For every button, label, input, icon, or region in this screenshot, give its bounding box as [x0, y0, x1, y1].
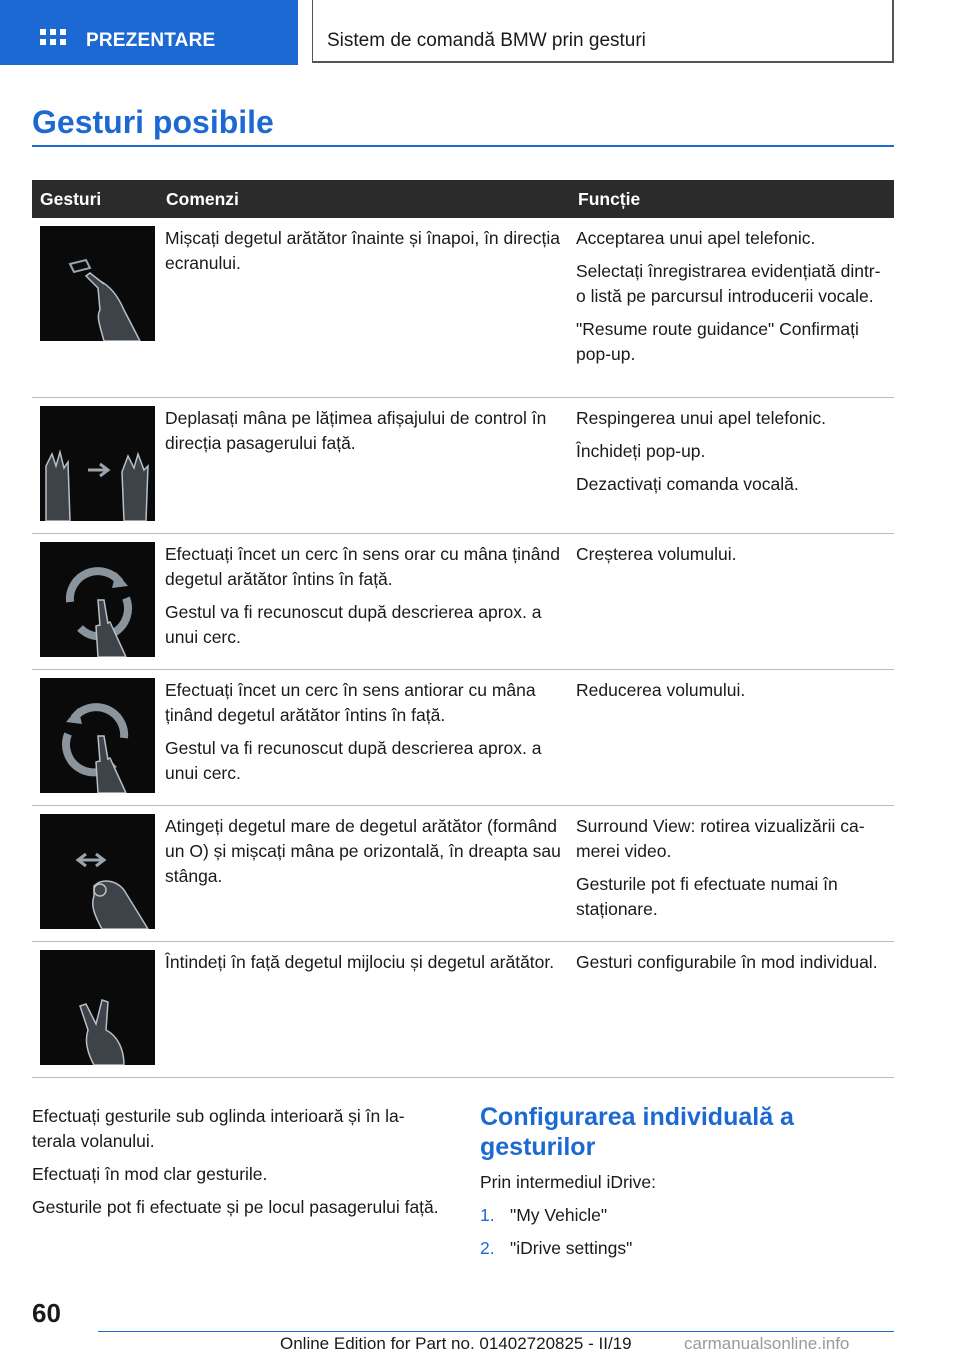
table-row	[32, 533, 894, 669]
note-text: Efectuați în mod clar gesturile.	[32, 1164, 268, 1184]
function-text: Închideți pop-up.	[576, 440, 706, 461]
function-text: "Resume route guidance" Confirmați pop-up.	[576, 319, 859, 364]
section-tab[interactable]	[0, 0, 298, 65]
command-text: Efectuați încet un cerc în sens orar cu mâna ținând degetul arătător întins în față.	[165, 543, 560, 589]
command-text: Gestul va fi recunoscut după descrierea aprox. a unui cerc.	[165, 737, 542, 783]
table-row	[32, 805, 894, 941]
command-text: Mișcați degetul arătător înainte și înapoi, în direcția ecranului.	[165, 228, 560, 273]
steps-list	[480, 1203, 894, 1261]
title-divider	[32, 145, 894, 147]
gestures-table	[32, 180, 894, 1078]
column-header: Gesturi	[32, 180, 158, 218]
watermark: carmanualsonline.info	[684, 1334, 850, 1353]
grid-menu-icon	[40, 29, 66, 51]
circle-clockwise-icon	[40, 542, 155, 657]
function-text: Acceptarea unui apel telefonic.	[576, 228, 816, 248]
table-row	[32, 397, 894, 533]
chapter-title: Sistem de comandă BMW prin gesturi	[327, 30, 646, 51]
step-text: "iDrive settings"	[510, 1238, 633, 1258]
config-section	[480, 1102, 894, 1269]
command-text: Efectuați încet un cerc în sens antiorar cu mâna ținând degetul arătător întins în față.	[165, 679, 536, 725]
column-header: Funcție	[570, 180, 894, 218]
function-text: Surround View: rotirea vizualizării camerei video.	[576, 815, 865, 861]
list-item	[480, 1236, 894, 1261]
pinch-swipe-icon	[40, 814, 155, 929]
function-text: Dezactivați comanda vocală.	[576, 473, 799, 494]
function-text: Creșterea volumului.	[576, 543, 737, 564]
chapter-header	[312, 0, 894, 63]
page-number: 60	[32, 1298, 61, 1328]
command-text: Gestul va fi recunoscut după descrierea aprox. a unui cerc.	[165, 601, 542, 647]
table-row	[32, 941, 894, 1077]
function-text: Respingerea unui apel telefonic.	[576, 407, 827, 428]
command-text: Întindeți în față degetul mijlociu și degetul arătător.	[165, 951, 555, 972]
usage-notes	[32, 1104, 442, 1228]
config-intro: Prin intermediul iDrive:	[480, 1172, 657, 1192]
step-number: 1.	[480, 1205, 495, 1225]
list-item	[480, 1203, 894, 1228]
command-text: Atingeți degetul mare de degetul arătător (formând un O) și mișcați mâna pe orizontală, în dreapta sau stânga.	[165, 815, 561, 886]
table-row	[32, 669, 894, 805]
command-text: Deplasați mâna pe lățimea afișajului de control în direcția pasagerului față.	[165, 407, 547, 453]
section-heading: Configurarea individuală a gesturilor	[480, 1103, 794, 1161]
function-text: Gesturile pot fi efectuate numai în staționare.	[576, 873, 838, 919]
function-text: Reducerea volumului.	[576, 679, 746, 700]
section-label: PREZENTARE	[86, 30, 216, 51]
finger-back-forth-icon	[40, 226, 155, 341]
table-row	[32, 218, 894, 397]
circle-counterclockwise-icon	[40, 678, 155, 793]
note-text: Efectuați gesturile sub oglinda interioară și în laterala volanului.	[32, 1106, 405, 1151]
table-header-row	[32, 180, 894, 218]
edition-text: Online Edition for Part no. 01402720825 - II/19	[280, 1334, 632, 1353]
two-fingers-icon	[40, 950, 155, 1065]
function-text: Selectați înregistrarea evidențiată dintr-o listă pe parcursul introducerii vocale.	[576, 261, 881, 306]
function-text: Gesturi configurabile în mod individual.	[576, 951, 878, 972]
note-text: Gesturile pot fi efectuate și pe locul pasagerului față.	[32, 1197, 439, 1217]
hand-swipe-icon	[40, 406, 155, 521]
step-text: "My Vehicle"	[510, 1205, 608, 1225]
column-header: Comenzi	[158, 180, 570, 218]
step-number: 2.	[480, 1238, 495, 1258]
page-title: Gesturi posibile	[32, 104, 274, 140]
footer-divider	[98, 1331, 894, 1332]
